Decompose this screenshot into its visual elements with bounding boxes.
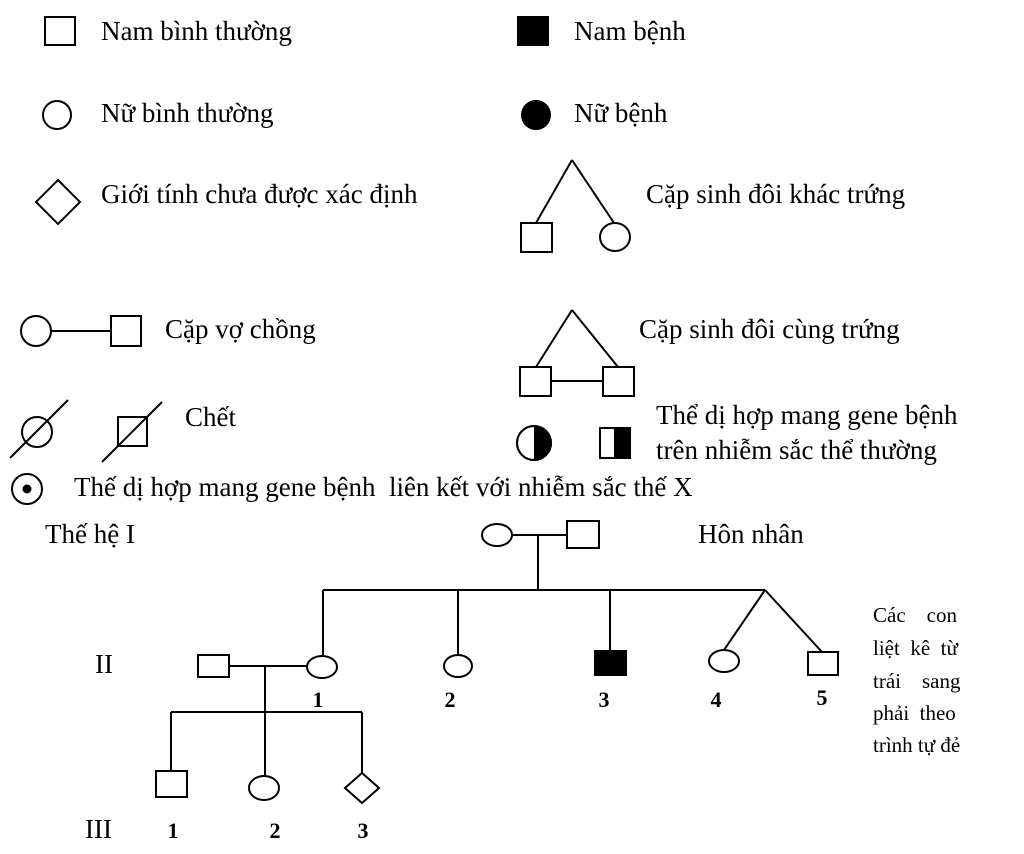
gen3-individual-1 (156, 771, 187, 797)
birth-order-note-line-3: trái sang (873, 669, 961, 693)
legend-female-normal-label: Nữ bình thường (101, 98, 274, 128)
gen2-individual-2 (444, 655, 472, 677)
legend-sex-unknown-label: Giới tính chưa được xác định (101, 179, 418, 209)
gen2-number-4: 4 (710, 687, 722, 712)
gen2-number-3: 3 (598, 687, 610, 712)
gen2-individual-1 (307, 656, 337, 678)
fraternal-twins-symbol (521, 160, 630, 252)
gen2-number-2: 2 (444, 687, 456, 712)
legend-couple-label: Cặp vợ chồng (165, 314, 316, 344)
generation-1-label: Thế hệ I (45, 519, 135, 549)
legend-deceased-label: Chết (185, 402, 236, 432)
legend-female-affected-label: Nữ bệnh (574, 98, 668, 128)
gen2-number-5: 5 (816, 685, 828, 710)
gen2-individual-3 (595, 651, 626, 675)
legend-identical-twins-label: Cặp sinh đôi cùng trứng (639, 314, 900, 344)
gen2-number-1: 1 (312, 687, 324, 712)
birth-order-note-line-1: Các con (873, 603, 957, 627)
generation-1-couple (482, 521, 599, 548)
marriage-label: Hôn nhân (698, 519, 804, 549)
generation-2-label: II (95, 649, 113, 679)
x-linked-carrier-symbol (12, 474, 42, 504)
birth-order-note-line-4: phải theo (873, 701, 956, 725)
female-normal-symbol (43, 101, 71, 129)
male-normal-symbol (45, 17, 75, 45)
couple-symbol (21, 316, 141, 346)
legend-autosomal-carrier-label-2: trên nhiễm sắc thể thường (656, 435, 937, 465)
gen2-individual-4 (709, 650, 739, 672)
generation-3-label: III (85, 814, 112, 844)
deceased-symbols (10, 400, 162, 462)
gen3-number-3: 3 (357, 818, 369, 843)
female-affected-symbol (522, 101, 550, 129)
gen3-number-2: 2 (269, 818, 281, 843)
legend-x-linked-carrier-label: Thế dị hợp mang gene bệnh liên kết với nhiễm sắc thế X (74, 472, 693, 502)
sex-unknown-symbol (36, 180, 80, 224)
gen2-spouse-male (198, 655, 229, 677)
birth-order-note-line-2: liệt kê từ (873, 636, 958, 660)
legend-male-affected-label: Nam bệnh (574, 16, 686, 46)
gen2-individual-5 (808, 652, 838, 675)
gen3-number-1: 1 (167, 818, 179, 843)
identical-twins-symbol (520, 310, 634, 396)
sibship-lines-gen3 (171, 666, 362, 776)
legend-male-normal-label: Nam bình thường (101, 16, 292, 46)
legend-autosomal-carrier-label-1: Thể dị hợp mang gene bệnh (656, 400, 958, 430)
birth-order-note-line-5: trình tự đẻ (873, 733, 961, 757)
gen3-individual-3 (345, 773, 379, 803)
gen3-individual-2 (249, 776, 279, 800)
legend-fraternal-twins-label: Cặp sinh đôi khác trứng (646, 179, 906, 209)
sibship-lines-gen2 (323, 535, 822, 655)
male-affected-symbol (518, 17, 548, 45)
autosomal-carrier-symbols (517, 426, 630, 460)
